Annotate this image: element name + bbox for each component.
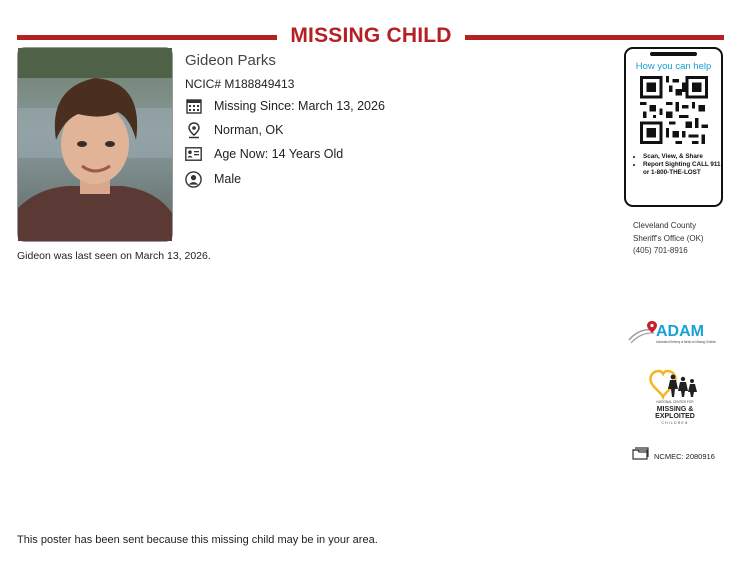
header-rule-left (17, 35, 277, 40)
missing-since-text: Missing Since: March 13, 2026 (214, 99, 385, 113)
help-heading: How you can help (635, 61, 712, 72)
location-row (185, 121, 283, 139)
age-row (185, 145, 343, 163)
qr-code[interactable] (640, 76, 708, 144)
missing-since-row (185, 97, 385, 115)
footer-note: This poster has been sent because this missing child may be in your area. (17, 534, 378, 546)
header-rule-right (465, 35, 724, 40)
agency-info (633, 220, 733, 258)
sex-row (185, 170, 241, 188)
location-text: Norman, OK (214, 123, 284, 137)
age-text: Age Now: 14 Years Old (214, 147, 344, 161)
agency-line1: Cleveland County (633, 221, 697, 230)
folder-icon (632, 447, 649, 465)
adam-logo (627, 318, 721, 354)
ncmec-mid: MISSING & (656, 406, 694, 413)
agency-line2: Sheriff's Office (OK) (633, 233, 704, 243)
child-photo (17, 47, 173, 242)
person-icon (185, 171, 202, 188)
adam-tagline: Automated Delivery of Alerts on Missing Children (656, 340, 716, 344)
id-card-icon (185, 146, 202, 163)
ncmec-case-row (632, 447, 715, 465)
adam-wordmark: ADAM (656, 323, 704, 340)
poster-title: MISSING CHILD (290, 24, 452, 47)
ncmec-top: NATIONAL CENTER FOR (656, 400, 694, 404)
child-name: Gideon Parks (185, 52, 276, 69)
help-card (624, 47, 723, 207)
ncmec-logo (645, 367, 705, 429)
phone-notch (650, 52, 697, 56)
ncmec-case-number: NCMEC: 2080916 (654, 451, 715, 461)
help-item-report: • Report Sighting CALL 911 or 1-800-THE-LOST (643, 161, 723, 177)
location-pin-icon (185, 122, 202, 139)
help-list (634, 153, 723, 177)
agency-phone[interactable]: (405) 701-8916 (633, 246, 688, 255)
help-item-scan: • Scan, View, & Share (643, 153, 723, 161)
ncmec-bottom: CHILDREN (661, 421, 689, 425)
ncmec-mid2: EXPLOITED (655, 413, 695, 420)
ncic-number: NCIC# M188849413 (185, 77, 295, 91)
sex-text: Male (214, 172, 242, 186)
last-seen-text: Gideon was last seen on March 13, 2026. (17, 250, 211, 262)
calendar-icon (185, 98, 202, 115)
